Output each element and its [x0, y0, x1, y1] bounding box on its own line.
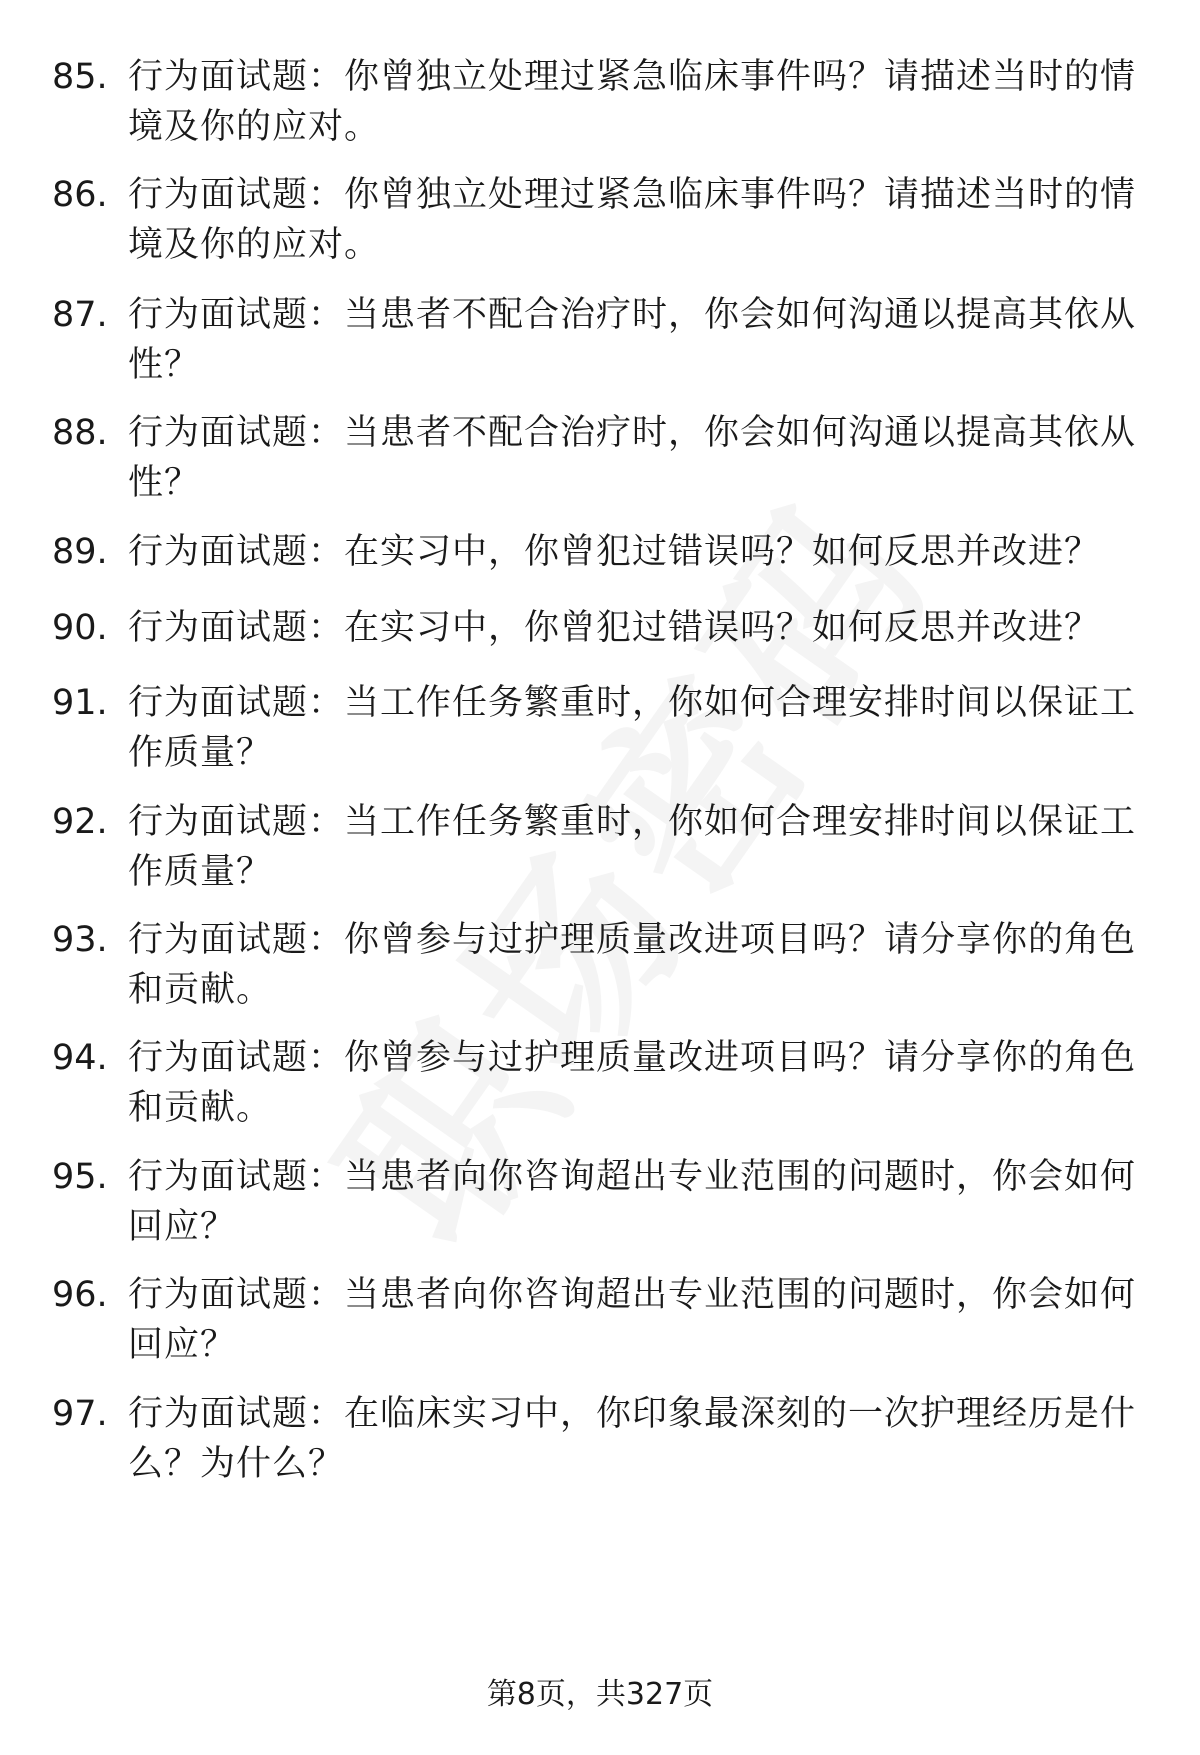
question-number: 91. [52, 683, 108, 723]
question-text: 行为面试题：你曾参与过护理质量改进项目吗？请分享你的角色和贡献。 [128, 920, 1137, 1010]
question-text: 行为面试题：你曾独立处理过紧急临床事件吗？请描述当时的情境及你的应对。 [128, 57, 1137, 147]
question-text: 行为面试题：当患者向你咨询超出专业范围的问题时，你会如何回应？ [128, 1157, 1137, 1247]
question-number: 95. [52, 1157, 108, 1197]
question-text: 行为面试题：在临床实习中，你印象最深刻的一次护理经历是什么？为什么？ [128, 1394, 1137, 1484]
question-number: 94. [52, 1038, 108, 1078]
question-number: 97. [52, 1394, 108, 1434]
question-text: 行为面试题：你曾独立处理过紧急临床事件吗？请描述当时的情境及你的应对。 [128, 175, 1137, 265]
question-number: 90. [52, 608, 108, 648]
question-text: 行为面试题：当患者不配合治疗时，你会如何沟通以提高其依从性？ [128, 295, 1137, 385]
question-text: 行为面试题：当患者不配合治疗时，你会如何沟通以提高其依从性？ [128, 413, 1137, 503]
question-number: 89. [52, 532, 108, 572]
question-text: 行为面试题：当患者向你咨询超出专业范围的问题时，你会如何回应？ [128, 1275, 1137, 1365]
question-number: 92. [52, 802, 108, 842]
question-number: 87. [52, 295, 108, 335]
question-number: 88. [52, 413, 108, 453]
question-text: 行为面试题：你曾参与过护理质量改进项目吗？请分享你的角色和贡献。 [128, 1038, 1137, 1128]
question-number: 96. [52, 1275, 108, 1315]
question-text: 行为面试题：当工作任务繁重时，你如何合理安排时间以保证工作质量？ [128, 802, 1137, 892]
question-number: 93. [52, 920, 108, 960]
question-text: 行为面试题：在实习中，你曾犯过错误吗？如何反思并改进？ [128, 608, 1101, 648]
question-number: 85. [52, 57, 108, 97]
question-number: 86. [52, 175, 108, 215]
question-text: 行为面试题：当工作任务繁重时，你如何合理安排时间以保证工作质量？ [128, 683, 1137, 773]
page-footer: 第8页，共327页 [486, 1677, 714, 1712]
question-text: 行为面试题：在实习中，你曾犯过错误吗？如何反思并改进？ [128, 532, 1101, 572]
